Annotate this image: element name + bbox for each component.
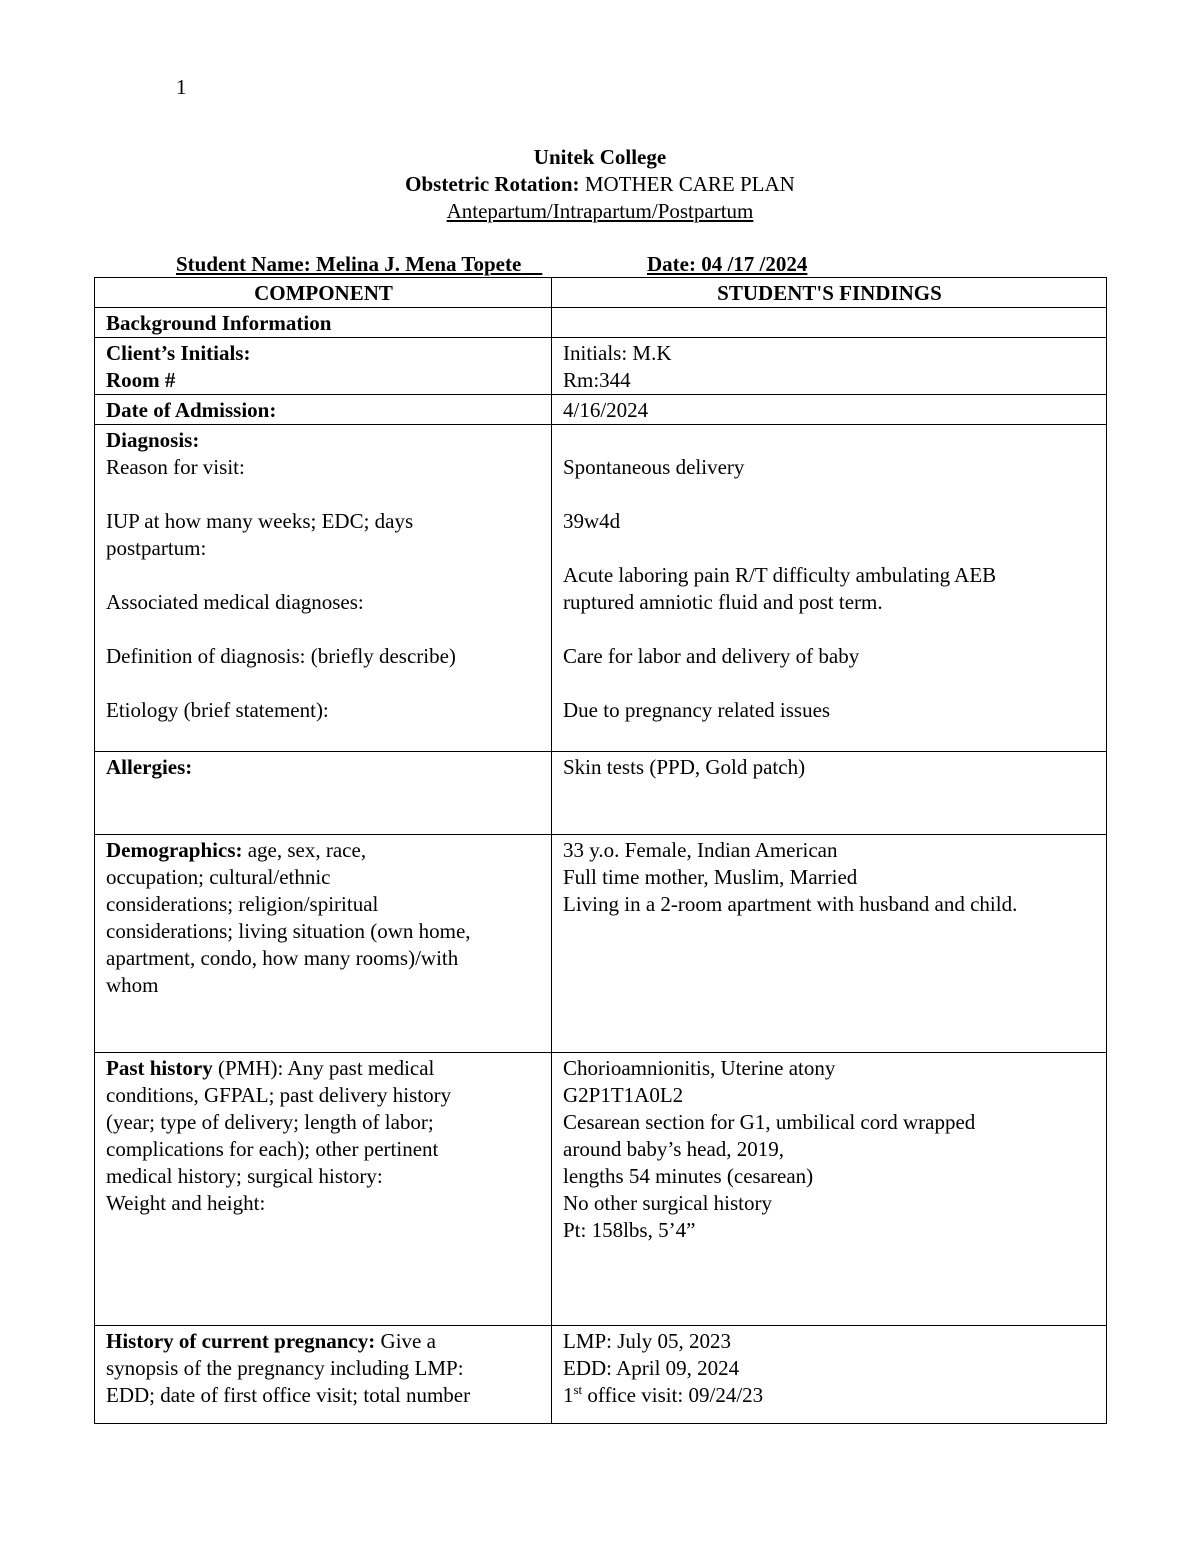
background-heading: Background Information [95, 308, 552, 338]
table-row [95, 338, 1107, 395]
etiology-label: Etiology (brief statement): [106, 698, 329, 722]
room-label: Room # [106, 368, 176, 392]
table-row [95, 1053, 1107, 1326]
past-history-value: Chorioamnionitis, Uterine atony G2P1T1A0L2 Cesarean section for G1, umbilical cord wrapped around baby’s head, 2019, lengths 54 minutes (cesarean) No other surgical history Pt: 158lbs, 5’4” [552, 1053, 1107, 1326]
college-name: Unitek College [533, 145, 667, 169]
background-value [552, 308, 1107, 338]
demographics-value: 33 y.o. Female, Indian American Full time mother, Muslim, Married Living in a 2-room apartment with husband and child. [552, 835, 1107, 1053]
initials-room-labels [95, 338, 552, 395]
table-row [95, 752, 1107, 835]
admission-value: 4/16/2024 [552, 395, 1107, 425]
rotation-label: Obstetric Rotation: [405, 172, 580, 196]
current-pregnancy-value: LMP: July 05, 2023 EDD: April 09, 2024 1st office visit: 09/24/23 [552, 1326, 1107, 1424]
diagnosis-heading: Diagnosis: [106, 428, 200, 452]
care-plan-table [94, 277, 1107, 1424]
table-row [95, 395, 1107, 425]
etiology-value: Due to pregnancy related issues [563, 698, 831, 722]
page-number: 1 [176, 75, 187, 99]
allergies-label: Allergies: [95, 752, 552, 835]
initials-room-values [552, 338, 1107, 395]
document-date: Date: 04 /17 /2024 [647, 252, 808, 276]
assoc-label: Associated medical diagnoses: [106, 590, 364, 614]
table-row [95, 835, 1107, 1053]
definition-value: Care for labor and delivery of baby [563, 644, 860, 668]
table-header-row [95, 278, 1107, 308]
rotation-value: MOTHER CARE PLAN [584, 172, 795, 196]
past-history-label: Past history (PMH): Any past medical conditions, GFPAL; past delivery history (year; type of delivery; length of labor; complications for each); other pertinent medical history; surgical history: Weight and height: [95, 1053, 552, 1326]
demographics-label: Demographics: age, sex, race, occupation; cultural/ethnic considerations; religion/spiritual considerations; living situation (own home, apartment, condo, how many rooms)/with whom [95, 835, 552, 1053]
diagnosis-labels [95, 425, 552, 752]
initials-value: Initials: M.K [563, 341, 672, 365]
assoc-value-cont: ruptured amniotic fluid and post term. [563, 590, 883, 614]
room-value: Rm:344 [563, 368, 631, 392]
iup-label: IUP at how many weeks; EDC; days [106, 509, 414, 533]
table-row [95, 425, 1107, 752]
document-header [0, 144, 1200, 225]
assoc-value: Acute laboring pain R/T difficulty ambulating AEB [563, 563, 997, 587]
admission-label: Date of Admission: [95, 395, 552, 425]
iup-value: 39w4d [563, 509, 621, 533]
phases-subtitle: Antepartum/Intrapartum/Postpartum [446, 199, 754, 223]
column-header-findings: STUDENT'S FINDINGS [552, 278, 1107, 308]
table-row [95, 308, 1107, 338]
initials-label: Client’s Initials: [106, 341, 251, 365]
current-pregnancy-label: History of current pregnancy: Give a synopsis of the pregnancy including LMP: EDD; date of first office visit; total number [95, 1326, 552, 1424]
student-name: Student Name: Melina J. Mena Topete [176, 252, 522, 276]
reason-value: Spontaneous delivery [563, 455, 745, 479]
definition-label: Definition of diagnosis: (briefly describe) [106, 644, 456, 668]
diagnosis-values [552, 425, 1107, 752]
reason-label: Reason for visit: [106, 455, 245, 479]
column-header-component: COMPONENT [95, 278, 552, 308]
iup-label-cont: postpartum: [106, 536, 207, 560]
table-row [95, 1326, 1107, 1424]
allergies-value: Skin tests (PPD, Gold patch) [552, 752, 1107, 835]
rotation-title [0, 171, 1200, 198]
